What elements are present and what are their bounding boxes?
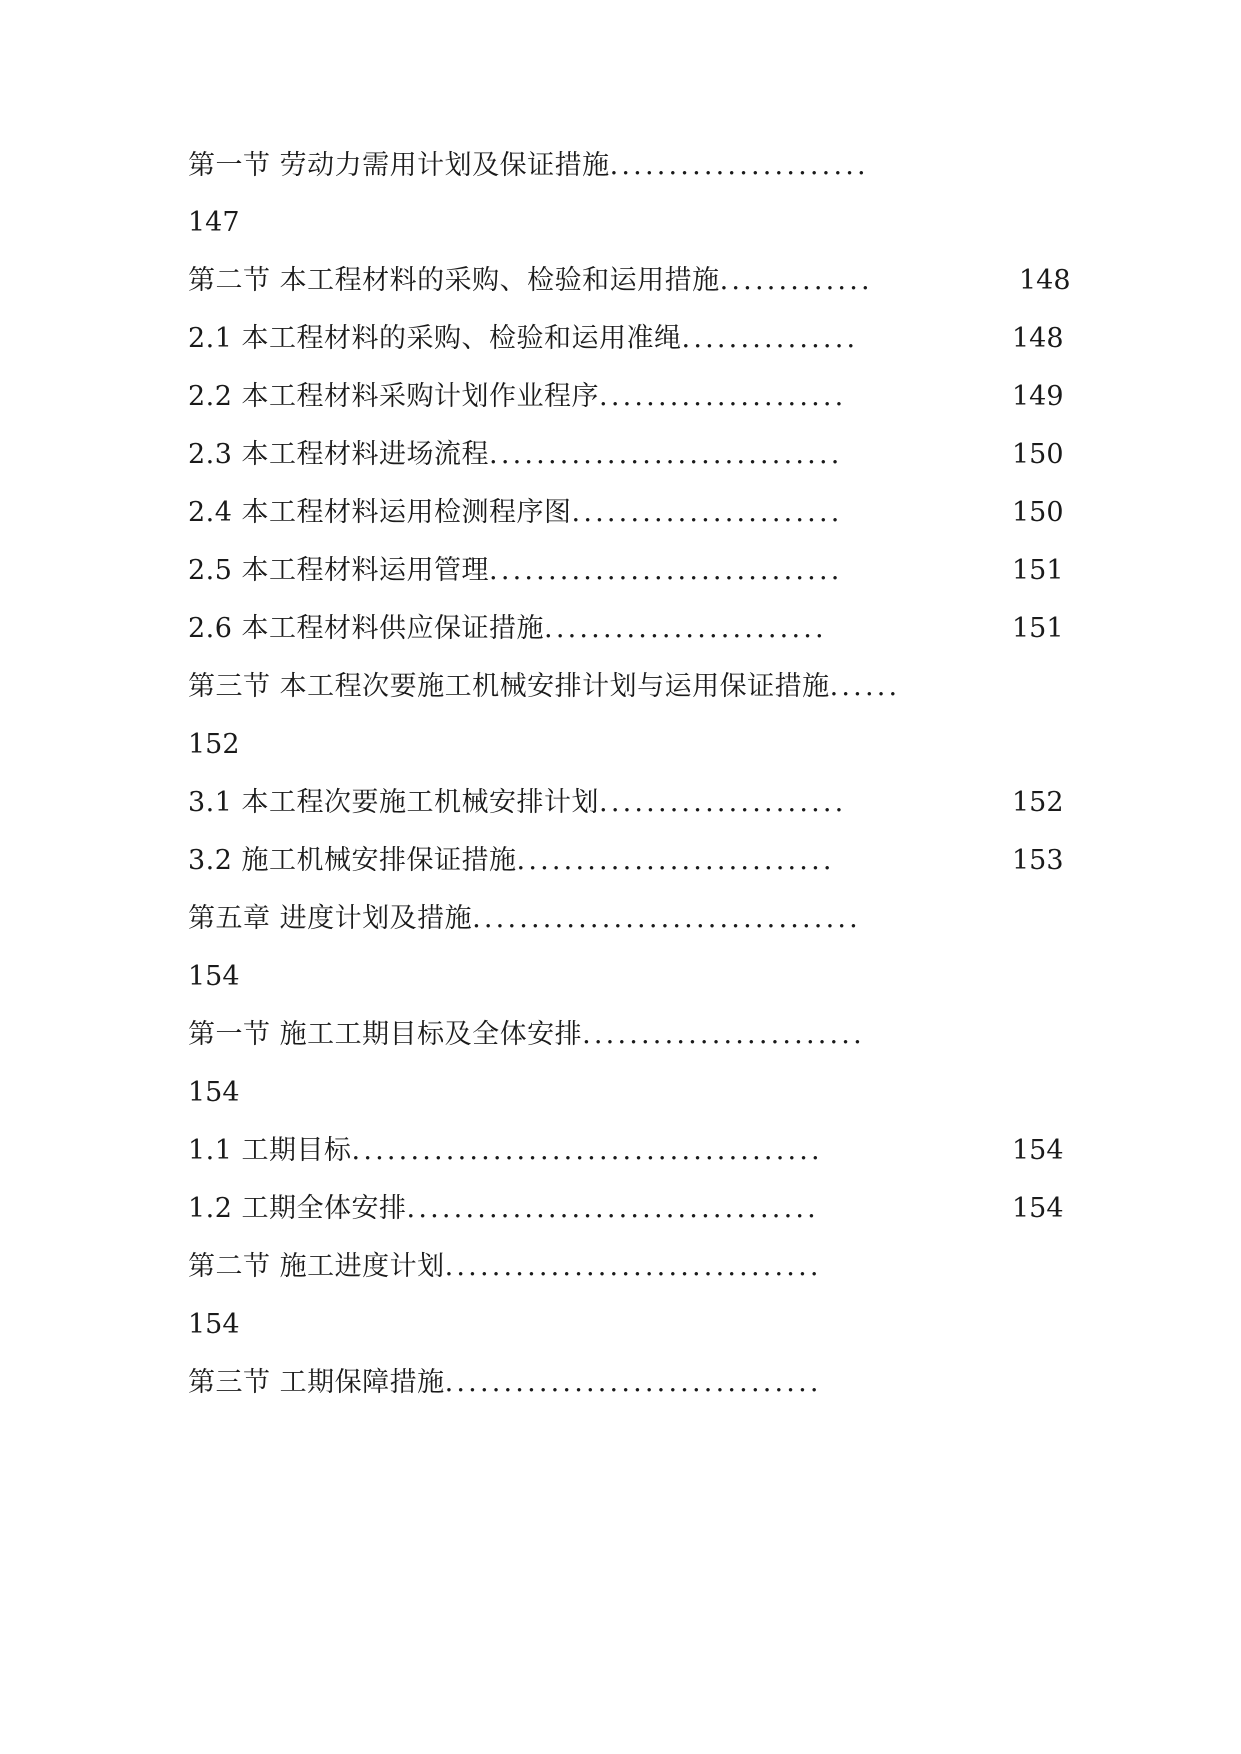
toc-entry-label: 第二节 施工进度计划 <box>188 1251 445 1282</box>
toc-leader-dots: ..................... <box>599 787 847 818</box>
toc-leader-dots: ........................ <box>582 1019 865 1050</box>
toc-entry[interactable] <box>188 783 846 823</box>
toc-page-number: 154 <box>188 961 240 992</box>
toc-leader-dots: ...... <box>829 671 901 702</box>
toc-entry[interactable] <box>188 841 835 881</box>
toc-leader-dots: ........................................ <box>351 1135 823 1166</box>
toc-page-number: 152 <box>188 729 240 760</box>
toc-entry-label: 3.1 本工程次要施工机械安排计划 <box>188 787 600 818</box>
toc-entry[interactable] <box>188 551 843 591</box>
toc-page-number: 154 <box>188 1077 240 1108</box>
toc-page-number: 154 <box>1012 1135 1064 1166</box>
toc-entry[interactable] <box>188 667 900 707</box>
toc-entry[interactable] <box>188 319 858 359</box>
toc-leader-dots: .............................. <box>489 555 843 586</box>
toc-page-number: 154 <box>188 1309 240 1340</box>
toc-entry-label: 第五章 进度计划及措施 <box>188 903 473 934</box>
toc-leader-dots: ................................... <box>406 1193 819 1224</box>
toc-entry[interactable] <box>188 1131 823 1171</box>
toc-page-number: 149 <box>1012 381 1064 412</box>
toc-entry[interactable] <box>188 377 846 417</box>
toc-entry-label: 2.4 本工程材料运用检测程序图 <box>188 497 572 528</box>
toc-entry-label: 1.1 工期目标 <box>188 1135 352 1166</box>
toc-entry-label: 2.6 本工程材料供应保证措施 <box>188 613 545 644</box>
toc-entry-label: 第一节 施工工期目标及全体安排 <box>188 1019 583 1050</box>
toc-entry[interactable] <box>188 1363 822 1403</box>
toc-entry-label: 2.5 本工程材料运用管理 <box>188 555 490 586</box>
toc-leader-dots: .............................. <box>489 439 843 470</box>
toc-entry-label: 第二节 本工程材料的采购、检验和运用措施 <box>188 265 720 296</box>
toc-page-number: 150 <box>1012 439 1064 470</box>
toc-entry-label: 第三节 工期保障措施 <box>188 1367 445 1398</box>
toc-entry[interactable] <box>188 1247 822 1287</box>
toc-leader-dots: ................................ <box>444 1367 822 1398</box>
toc-entry-label: 第三节 本工程次要施工机械安排计划与运用保证措施 <box>188 671 830 702</box>
toc-page-number: 153 <box>1012 845 1064 876</box>
toc-page-number: 147 <box>188 207 240 238</box>
toc-leader-dots: ............... <box>681 323 859 354</box>
toc-entry[interactable] <box>188 1189 819 1229</box>
toc-entry[interactable] <box>188 146 869 186</box>
toc-entry-label: 2.1 本工程材料的采购、检验和运用准绳 <box>188 323 682 354</box>
toc-page-number: 148 <box>1012 323 1064 354</box>
toc-entry[interactable] <box>188 899 861 939</box>
toc-leader-dots: ................................ <box>444 1251 822 1282</box>
toc-entry-label: 2.2 本工程材料采购计划作业程序 <box>188 381 600 412</box>
toc-entry-label: 2.3 本工程材料进场流程 <box>188 439 490 470</box>
toc-entry[interactable] <box>188 261 873 301</box>
toc-page-number: 152 <box>1012 787 1064 818</box>
toc-leader-dots: ............. <box>719 265 873 296</box>
toc-leader-dots: ..................... <box>599 381 847 412</box>
toc-entry[interactable] <box>188 1015 865 1055</box>
toc-entry-label: 1.2 工期全体安排 <box>188 1193 407 1224</box>
toc-leader-dots: ....................... <box>571 497 843 528</box>
toc-entry[interactable] <box>188 609 827 649</box>
toc-page-number: 148 <box>1019 265 1071 296</box>
toc-leader-dots: ........................ <box>544 613 827 644</box>
toc-page-number: 150 <box>1012 497 1064 528</box>
toc-entry[interactable] <box>188 435 843 475</box>
toc-page-number: 151 <box>1012 555 1064 586</box>
toc-leader-dots: ........................... <box>516 845 835 876</box>
toc-page-number: 151 <box>1012 613 1064 644</box>
toc-page-number: 154 <box>1012 1193 1064 1224</box>
toc-entry-label: 3.2 施工机械安排保证措施 <box>188 845 517 876</box>
toc-entry[interactable] <box>188 493 843 533</box>
toc-entry-label: 第一节 劳动力需用计划及保证措施 <box>188 150 610 181</box>
toc-leader-dots: ................................. <box>472 903 861 934</box>
toc-leader-dots: ...................... <box>609 150 869 181</box>
